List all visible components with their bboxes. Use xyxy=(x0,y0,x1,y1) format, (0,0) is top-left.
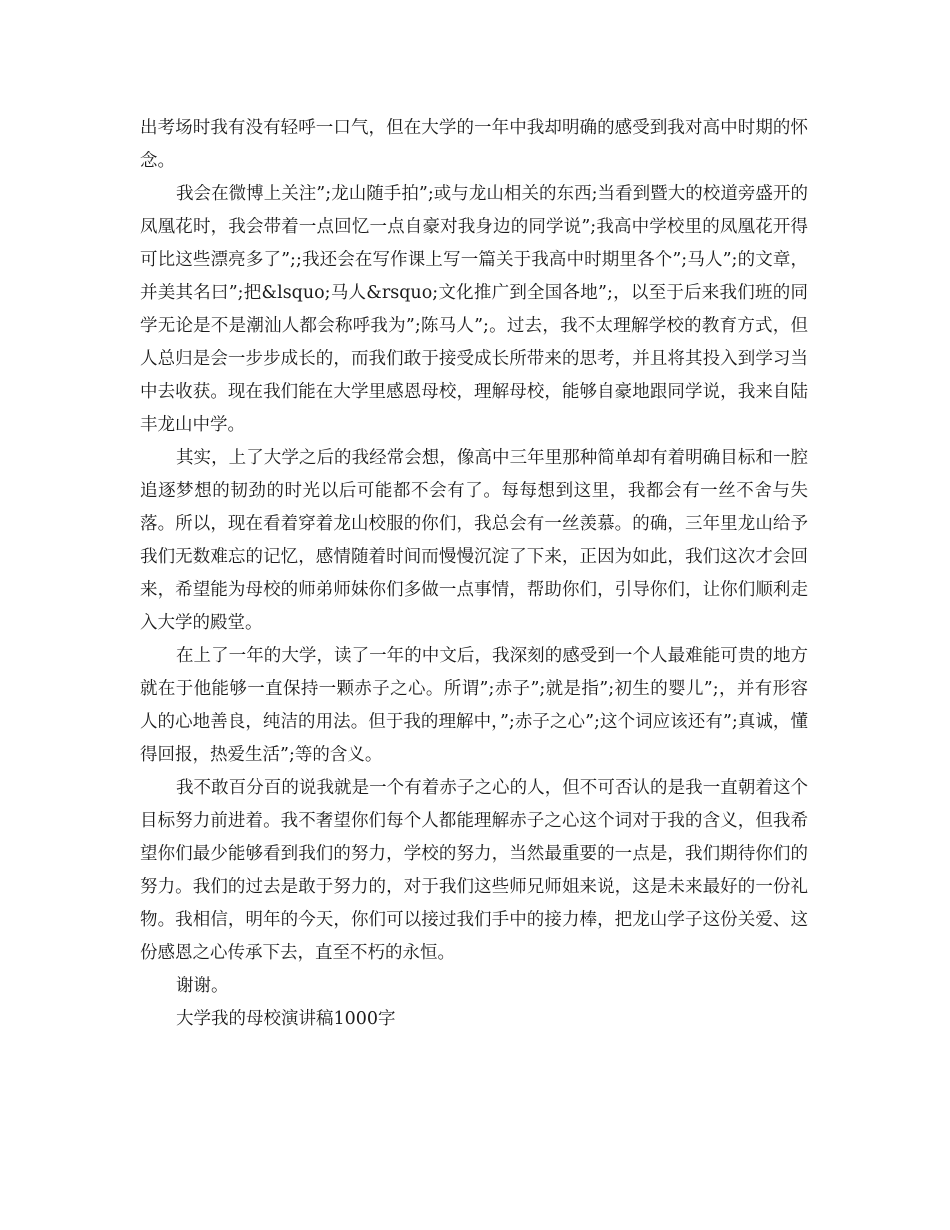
next-article-title: 大学我的母校演讲稿1000字 xyxy=(176,1009,396,1029)
document-page xyxy=(140,112,808,1036)
paragraph-3: 其实，上了大学之后的我经常会想，像高中三年里那种简单却有着明确目标和一腔追逐梦想的韧劲的时光以后可能都不会有了。每每想到这里，我都会有一丝不舍与失落。所以，现在看着穿着龙山校服的你们，我总会有一丝羡慕。的确，三年里龙山给予我们无数难忘的记忆，感情随着时间而慢慢沉淀了下来，正因为如此，我们这次才会回来，希望能为母校的师弟师妹你们多做一点事情，帮助你们，引导你们，让你们顺利走入大学的殿堂。 xyxy=(140,448,808,633)
paragraph-5: 我不敢百分百的说我就是一个有着赤子之心的人，但不可否认的是我一直朝着这个目标努力前进着。我不奢望你们每个人都能理解赤子之心这个词对于我的含义，但我希望你们最少能够看到我们的努力，学校的努力，当然最重要的一点是，我们期待你们的努力。我们的过去是敢于努力的，对于我们这些师兄师姐来说，这是未来最好的一份礼物。我相信，明年的今天，你们可以接过我们手中的接力棒，把龙山学子这份关爱、这份感恩之心传承下去，直至不朽的永恒。 xyxy=(140,778,808,963)
closing-thanks: 谢谢。 xyxy=(176,976,229,996)
paragraph-4: 在上了一年的大学，读了一年的中文后，我深刻的感受到一个人最难能可贵的地方就在于他能够一直保持一颗赤子之心。所谓”;赤子”;就是指”;初生的婴儿”;，并有形容人的心地善良，纯洁的用法。但于我的理解中，”;赤子之心”;这个词应该还有”;真诚，懂得回报，热爱生活”;等的含义。 xyxy=(140,646,808,765)
paragraph-2: 我会在微博上关注”;龙山随手拍”;或与龙山相关的东西;当看到暨大的校道旁盛开的凤凰花时，我会带着一点回忆一点自豪对我身边的同学说”;我高中学校里的凤凰花开得可比这些漂亮多了”;;我还会在写作课上写一篇关于我高中时期里各个”;马人”;的文章，并美其名曰”;把&lsquo;马人&rsquo;文化推广到全国各地”;，以至于后来我们班的同学无论是不是潮汕人都会称呼我为”;陈马人”;。过去，我不太理解学校的教育方式，但人总归是会一步步成长的，而我们敢于接受成长所带来的思考，并且将其投入到学习当中去收获。现在我们能在大学里感恩母校，理解母校，能够自豪地跟同学说，我来自陆丰龙山中学。 xyxy=(140,184,808,435)
paragraph-1: 出考场时我有没有轻呼一口气，但在大学的一年中我却明确的感受到我对高中时期的怀念。 xyxy=(140,118,808,171)
